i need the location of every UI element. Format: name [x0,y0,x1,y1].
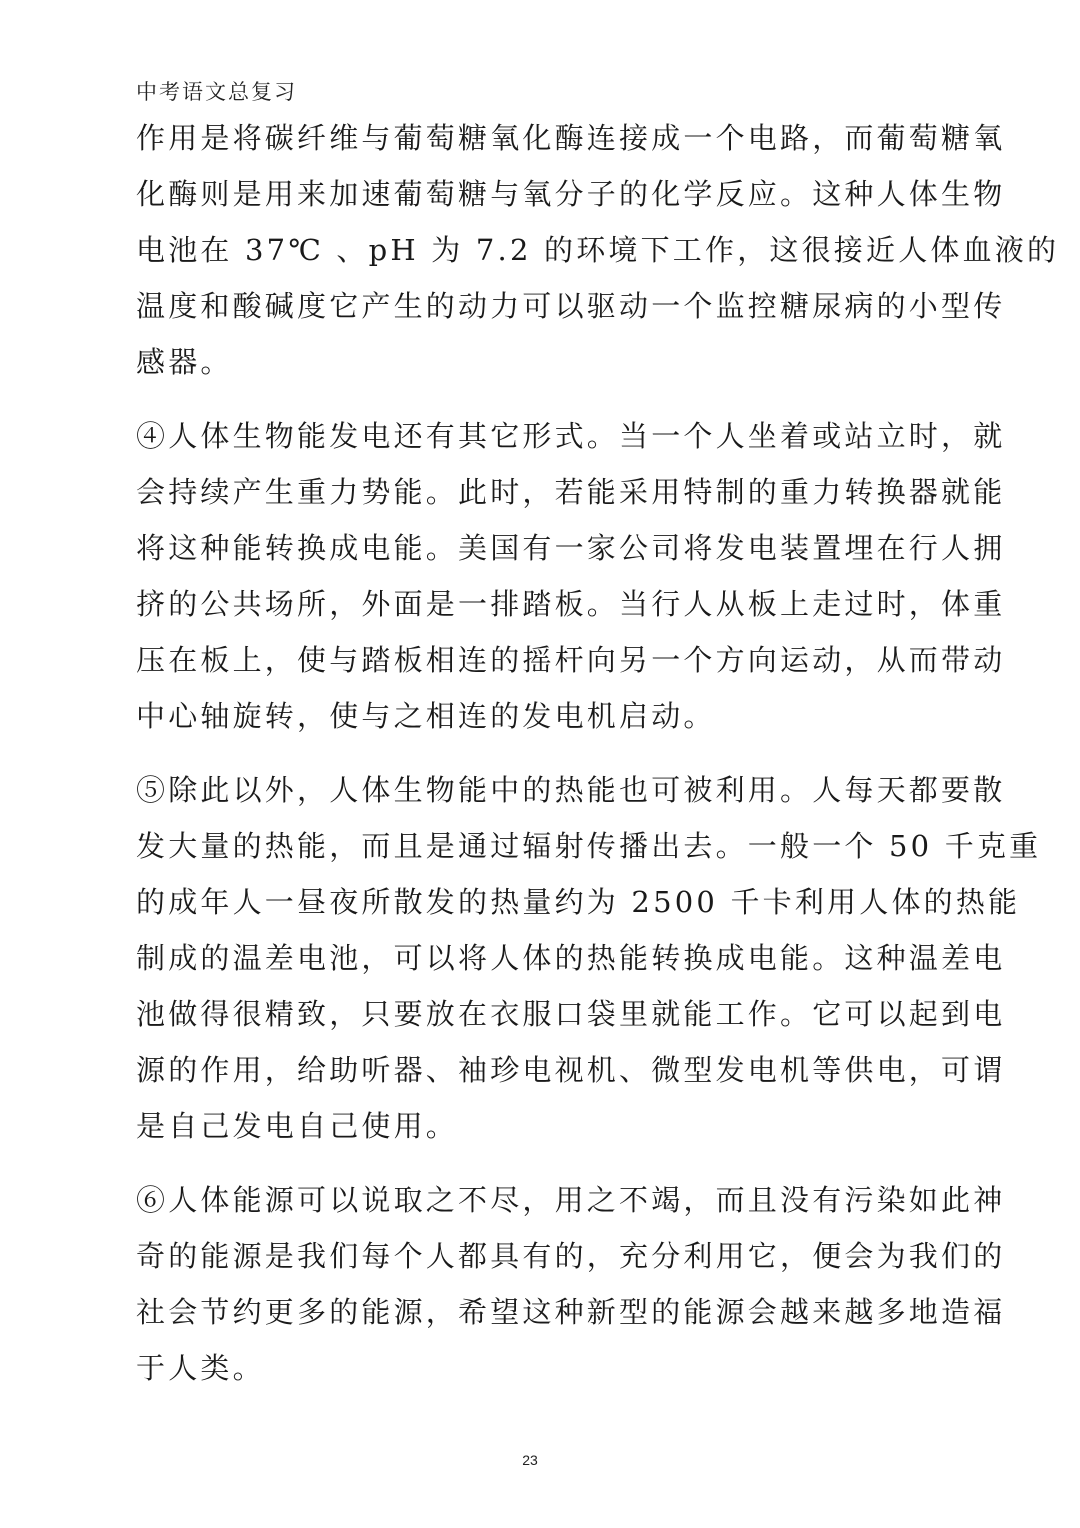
text-line: 奇的能源是我们每个人都具有的，充分利用它，便会为我们的 [136,1239,1006,1273]
paragraph-3-continued [136,110,1060,390]
text-line: 于人类。 [136,1351,265,1385]
text-line: ④人体生物能发电还有其它形式。当一个人坐着或站立时，就 [136,419,1006,453]
text-line: ⑤除此以外，人体生物能中的热能也可被利用。人每天都要散 [136,773,1006,807]
text-line: 制成的温差电池，可以将人体的热能转换成电能。这种温差电 [136,941,1006,975]
text-line: 压在板上，使与踏板相连的摇杆向另一个方向运动，从而带动 [136,643,1006,677]
page-number: 23 [522,1452,538,1468]
text-line: 感器。 [136,345,233,379]
text-line: 池做得很精致，只要放在衣服口袋里就能工作。它可以起到电 [136,997,1006,1031]
document-body [136,110,1060,1396]
text-line: 电池在 37℃ 、pH 为 7.2 的环境下工作，这很接近人体血液的 [136,233,1060,267]
text-line: 中心轴旋转，使与之相连的发电机启动。 [136,699,716,733]
text-line: 会持续产生重力势能。此时，若能采用特制的重力转换器就能 [136,475,1006,509]
text-line: ⑥人体能源可以说取之不尽，用之不竭，而且没有污染如此神 [136,1183,1006,1217]
text-line: 源的作用，给助听器、袖珍电视机、微型发电机等供电，可谓 [136,1053,1006,1087]
text-line: 化酶则是用来加速葡萄糖与氧分子的化学反应。这种人体生物 [136,177,1006,211]
text-line: 的成年人一昼夜所散发的热量约为 2500 千卡利用人体的热能 [136,885,1021,919]
text-line: 作用是将碳纤维与葡萄糖氧化酶连接成一个电路，而葡萄糖氧 [136,121,1006,155]
text-line: 发大量的热能，而且是通过辐射传播出去。一般一个 50 千克重 [136,829,1042,863]
text-line: 是自己发电自己使用。 [136,1109,459,1143]
text-line: 挤的公共场所，外面是一排踏板。当行人从板上走过时，体重 [136,587,1006,621]
paragraph-4 [136,408,1006,744]
paragraph-5 [136,762,1042,1154]
text-line: 社会节约更多的能源，希望这种新型的能源会越来越多地造福 [136,1295,1006,1329]
text-line: 将这种能转换成电能。美国有一家公司将发电装置埋在行人拥 [136,531,1006,565]
text-line: 温度和酸碱度它产生的动力可以驱动一个监控糖尿病的小型传 [136,289,1006,323]
page-header: 中考语文总复习 [136,80,297,104]
paragraph-6 [136,1172,1006,1396]
